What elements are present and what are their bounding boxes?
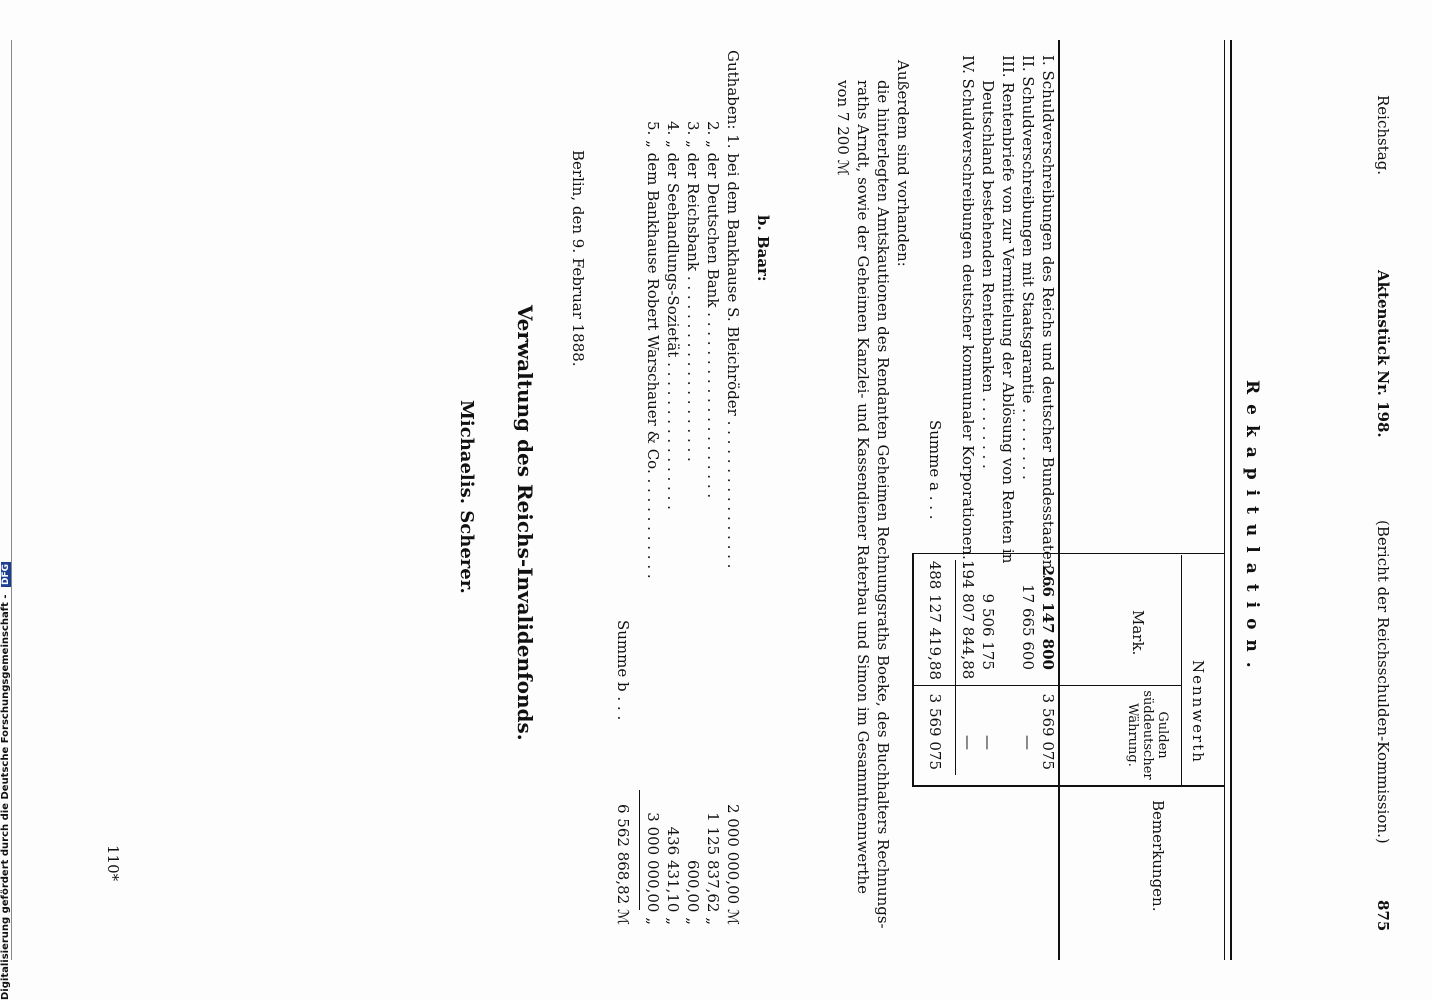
closing-authority: Verwaltung des Reichs-Invalidenfonds. (513, 305, 537, 741)
col-header-mark: Mark. (1129, 610, 1147, 656)
closing-signatures: Michaelis. Scherer. (456, 400, 477, 594)
table-vline-3 (912, 785, 1224, 787)
table-row-gulden: — (959, 735, 977, 750)
table-row-gulden: 3 569 075 (1039, 693, 1057, 770)
table-row-label: Deutschland bestehenden Rentenbanken . . . . . . . . (979, 80, 997, 469)
signature-mark: 110* (104, 845, 122, 882)
col-header-gulden: Gulden süddeutscher Währung. (1125, 690, 1170, 780)
table-row-gulden: — (979, 735, 997, 750)
baar-heading: b. Baar: (754, 215, 772, 282)
table-row-label: I. Schuldverschreibungen des Reichs und deutscher Bundesstaaten . . (1039, 55, 1057, 589)
dfg-logo: DFG (1, 563, 11, 585)
sum-a-mark: 488 127 419,88 (926, 560, 944, 680)
page-title: Rekapitulation. (1242, 380, 1262, 678)
header-bottom-rule (1058, 40, 1060, 960)
col-header-nennwerth: Nennwerth (1189, 660, 1207, 764)
ausserdem-line: raths Arndt, sowie der Geheimen Kanzlei- und Kassendiener Raterbau und Simon im Gesammtnennwerthe (854, 80, 872, 894)
header-right: (Bericht der Reichsschulden-Kommission.) (1374, 520, 1392, 844)
page-number: 875 (1374, 900, 1392, 932)
digitization-footer (0, 0, 11, 1000)
table-row-label: II. Schuldverschreibungen mit Staatsgarantie . . . . . . . . (1019, 55, 1037, 480)
baar-line-value: 3 000 000,00 „ (644, 812, 662, 925)
baar-line-label: 4. „ der Seehandlungs-Sozietät . . . . . . . . . . . . . . . . (664, 121, 682, 510)
baar-sum-rule (639, 790, 640, 910)
top-rule-thin (1224, 40, 1225, 960)
table-row-mark: 194 807 844,88 (959, 560, 977, 680)
table-bottom-rule (912, 553, 914, 786)
closing-date: Berlin, den 9. Februar 1888. (569, 150, 587, 367)
table-vline-2 (912, 685, 1182, 686)
ausserdem-line: Außerdem sind vorhanden: (894, 60, 912, 267)
table-row-mark: 266 147 800 (1039, 565, 1057, 670)
baar-line-value: 600,00 „ (684, 859, 702, 925)
sum-a-gulden: 3 569 075 (926, 693, 944, 770)
baar-line-label: Guthaben: 1. bei dem Bankhause S. Bleichröder . . . . . . . . . . . . . . . . (724, 50, 742, 569)
sum-b-label: Summe b . . . (614, 620, 632, 721)
col-header-bemerkungen: Bemerkungen. (1149, 800, 1167, 912)
baar-line-label: 2. „ der Deutschen Bank . . . . . . . . . . . . . . . . . . . . (704, 121, 722, 499)
baar-line-label: 3. „ der Reichsbank . . . . . . . . . . . . . . . . . . . . (684, 121, 702, 462)
baar-line-label: 5. „ dem Bankhause Robert Warschauer & Co. . . . . . . . . . . . (644, 121, 662, 579)
table-row-label: IV. Schuldverschreibungen deutscher kommunaler Korporationen. . . (959, 55, 977, 579)
header-center: Aktenstück Nr. 198. (1374, 270, 1392, 438)
sum-a-label: Summe a . . . (926, 420, 944, 520)
scan-edge-rule (11, 40, 12, 960)
table-row-label: III. Rentenbriefe von zur Vermittelung der Ablösung von Renten in (999, 55, 1017, 564)
sum-b-value: 6 562 868,82 ℳ (614, 803, 632, 925)
baar-line-value: 2 000 000,00 ℳ (724, 803, 742, 925)
header-sub-rule (1181, 555, 1182, 785)
header-left: Reichstag. (1374, 95, 1392, 176)
footer-text: Digitalisierung gefördert durch die Deutsche Forschungsgemeinschaft - (0, 594, 11, 1000)
sum-rule (955, 560, 956, 775)
ausserdem-line: die hinterlegten Amtskautionen des Rendanten Geheimen Rechnungsraths Boeke, des Buchhalters Rechnungs- (874, 80, 892, 929)
table-row-mark: 17 665 600 (1019, 584, 1037, 670)
top-rule (1230, 40, 1232, 960)
baar-line-value: 436 431,10 „ (664, 826, 682, 925)
table-row-gulden: — (1019, 735, 1037, 750)
baar-line-value: 1 125 837,62 „ (704, 812, 722, 925)
ausserdem-line: von 7 200 ℳ (834, 80, 852, 176)
table-row-mark: 9 506 175 (979, 593, 997, 670)
